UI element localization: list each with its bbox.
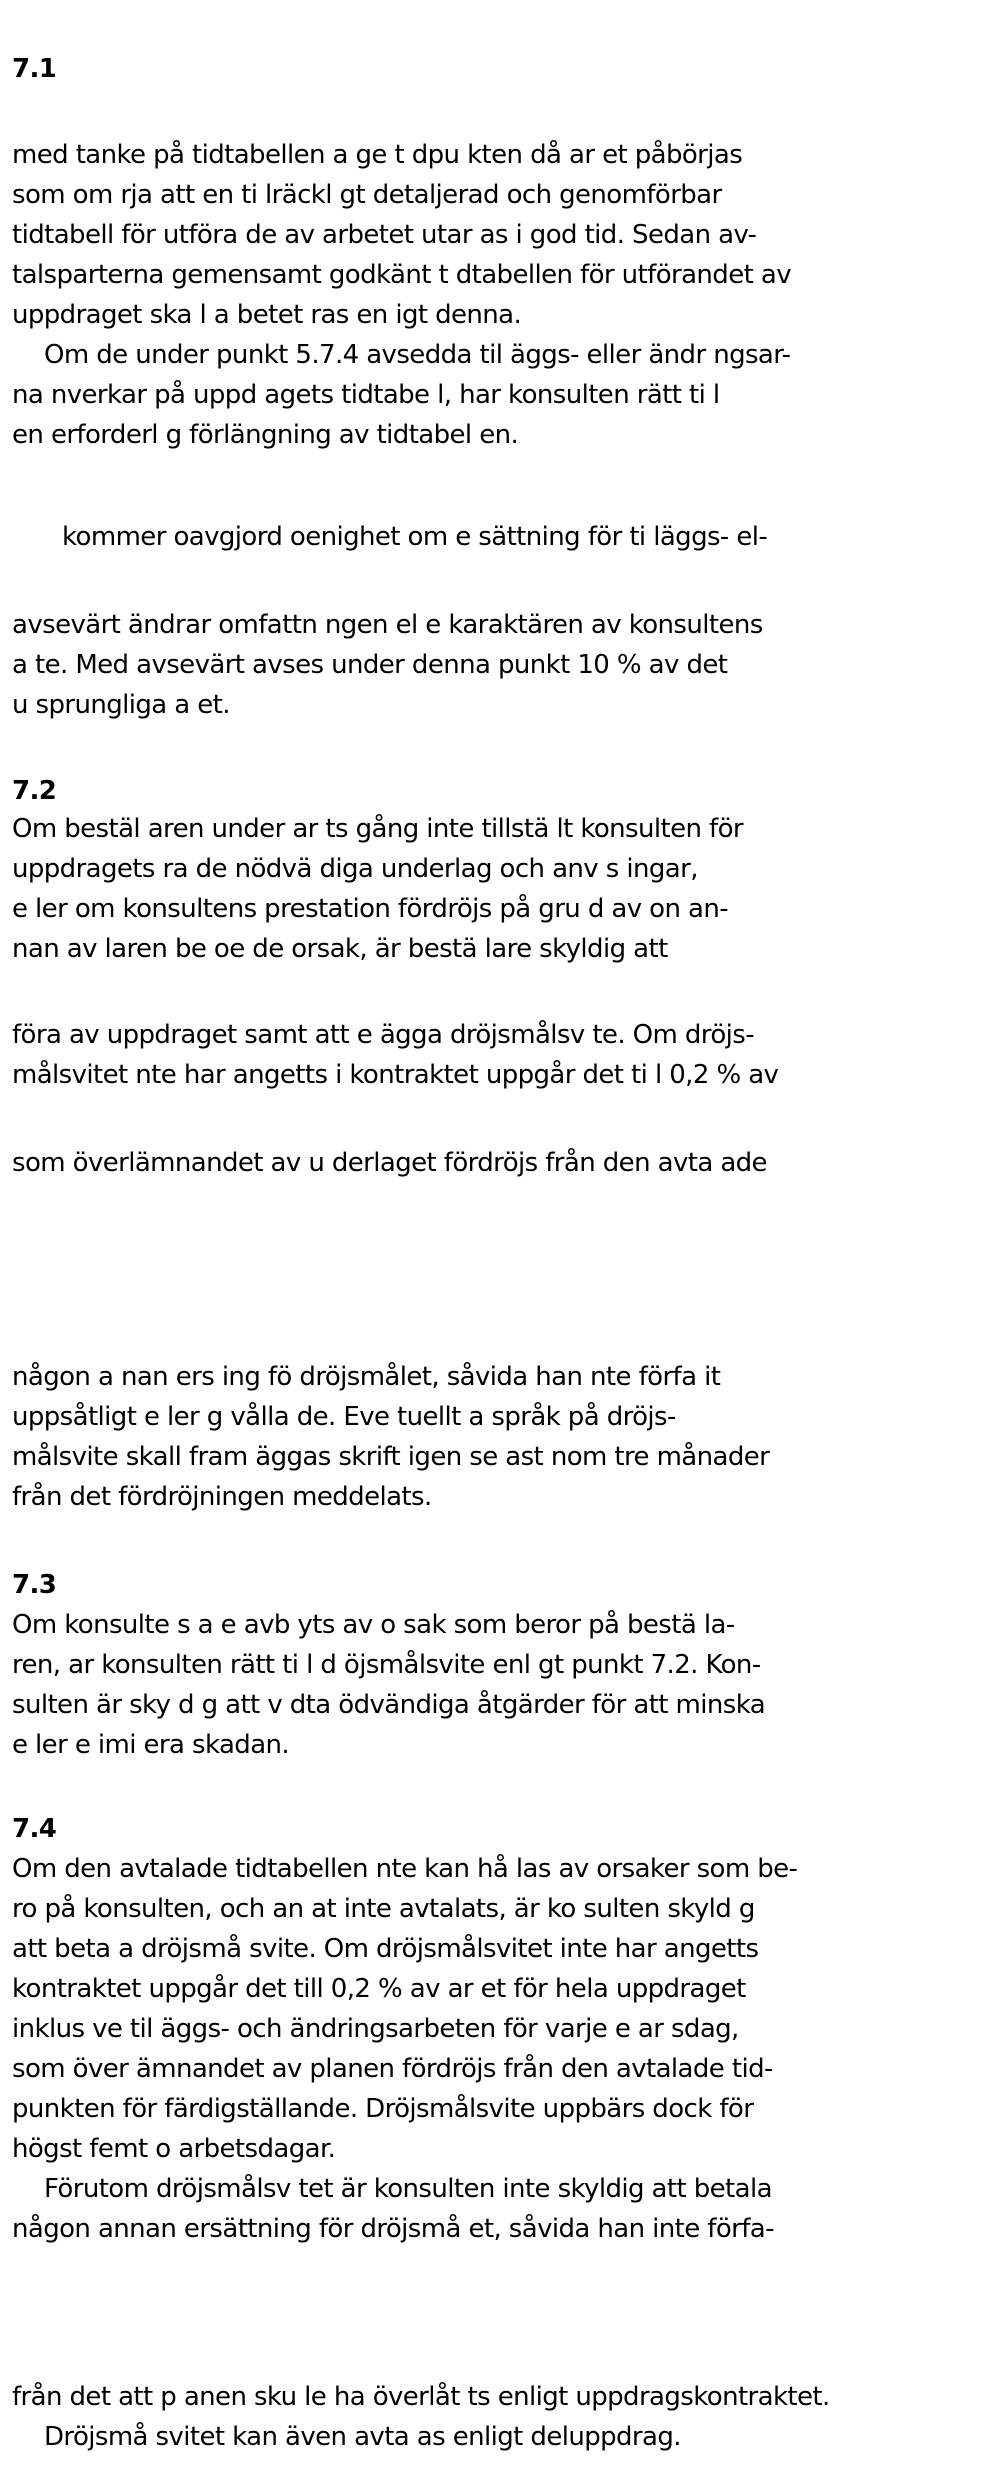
text-line: någon a nan ers ing fö dröjsmålet, såvida han nte förfa it (12, 1362, 721, 1392)
text-line: att beta a dröjsmå svite. Om dröjsmålsvitet inte har angetts (12, 1934, 759, 1964)
text-line: Om bestäl aren under ar ts gång inte tillstä lt konsulten för (12, 814, 743, 844)
text-line: från det fördröjningen meddelats. (12, 1482, 432, 1512)
text-line: med tanke på tidtabellen a ge t dpu kten då ar et påbörjas (12, 140, 743, 170)
text-line: som över ämnandet av planen fördröjs från den avtalade tid- (12, 2054, 773, 2084)
text-line: uppsåtligt e ler g vålla de. Eve tuellt a språk på dröjs- (12, 1402, 676, 1432)
text-line: nan av laren be oe de orsak, är bestä lare skyldig att (12, 934, 668, 964)
text-line: målsvitet nte har angetts i kontraktet uppgår det ti l 0,2 % av (12, 1060, 779, 1090)
text-line: e ler e imi era skadan. (12, 1730, 290, 1760)
text-line: kommer oavgjord oenighet om e sättning för ti läggs- el- (62, 522, 768, 552)
text-line: uppdragets ra de nödvä diga underlag och anv s ingar, (12, 854, 698, 884)
section-heading-7-3: 7.3 (12, 1570, 57, 1600)
section-heading-7-2: 7.2 (12, 776, 57, 806)
text-line: Om den avtalade tidtabellen nte kan hå las av orsaker som be- (12, 1854, 798, 1884)
text-line: tidtabell för utföra de av arbetet utar as i god tid. Sedan av- (12, 220, 757, 250)
section-heading-7-1: 7.1 (12, 54, 57, 84)
text-line: som om rja att en ti lräckl gt detaljerad och genomförbar (12, 180, 722, 210)
text-line: sulten är sky d g att v dta ödvändiga åtgärder för att minska (12, 1690, 766, 1720)
text-line: föra av uppdraget samt att e ägga dröjsmålsv te. Om dröjs- (12, 1020, 754, 1050)
text-line: högst femt o arbetsdagar. (12, 2134, 336, 2164)
text-line: avsevärt ändrar omfattn ngen el e karaktären av konsultens (12, 610, 763, 640)
text-line: målsvite skall fram äggas skrift igen se ast nom tre månader (12, 1442, 770, 1472)
text-line: Förutom dröjsmålsv tet är konsulten inte skyldig att betala (44, 2174, 772, 2204)
text-line: kontraktet uppgår det till 0,2 % av ar et för hela uppdraget (12, 1974, 746, 2004)
text-line: punkten för färdigställande. Dröjsmålsvite uppbärs dock för (12, 2094, 754, 2124)
text-line: ro på konsulten, och an at inte avtalats, är ko sulten skyld g (12, 1894, 755, 1924)
text-line: någon annan ersättning för dröjsmå et, såvida han inte förfa- (12, 2214, 774, 2244)
text-line: som överlämnandet av u derlaget fördröjs från den avta ade (12, 1148, 767, 1178)
text-line: Om konsulte s a e avb yts av o sak som beror på bestä la- (12, 1610, 735, 1640)
text-line: talsparterna gemensamt godkänt t dtabellen för utförandet av (12, 260, 791, 290)
text-line: inklus ve til äggs- och ändringsarbeten för varje e ar sdag, (12, 2014, 739, 2044)
text-line: en erforderl g förlängning av tidtabel en. (12, 420, 519, 450)
text-line: uppdraget ska l a betet ras en igt denna. (12, 300, 522, 330)
text-line: ren, ar konsulten rätt ti l d öjsmålsvite enl gt punkt 7.2. Kon- (12, 1650, 761, 1680)
text-line: u sprungliga a et. (12, 690, 230, 720)
text-line: från det att p anen sku le ha överlåt ts enligt uppdragskontraktet. (12, 2382, 830, 2412)
text-line: a te. Med avsevärt avses under denna punkt 10 % av det (12, 650, 728, 680)
section-heading-7-4: 7.4 (12, 1814, 57, 1844)
text-line: e ler om konsultens prestation fördröjs på gru d av on an- (12, 894, 729, 924)
text-line: Dröjsmå svitet kan även avta as enligt deluppdrag. (44, 2422, 681, 2452)
text-line: Om de under punkt 5.7.4 avsedda til äggs- eller ändr ngsar- (44, 340, 791, 370)
text-line: na nverkar på uppd agets tidtabe l, har konsulten rätt ti l (12, 380, 720, 410)
